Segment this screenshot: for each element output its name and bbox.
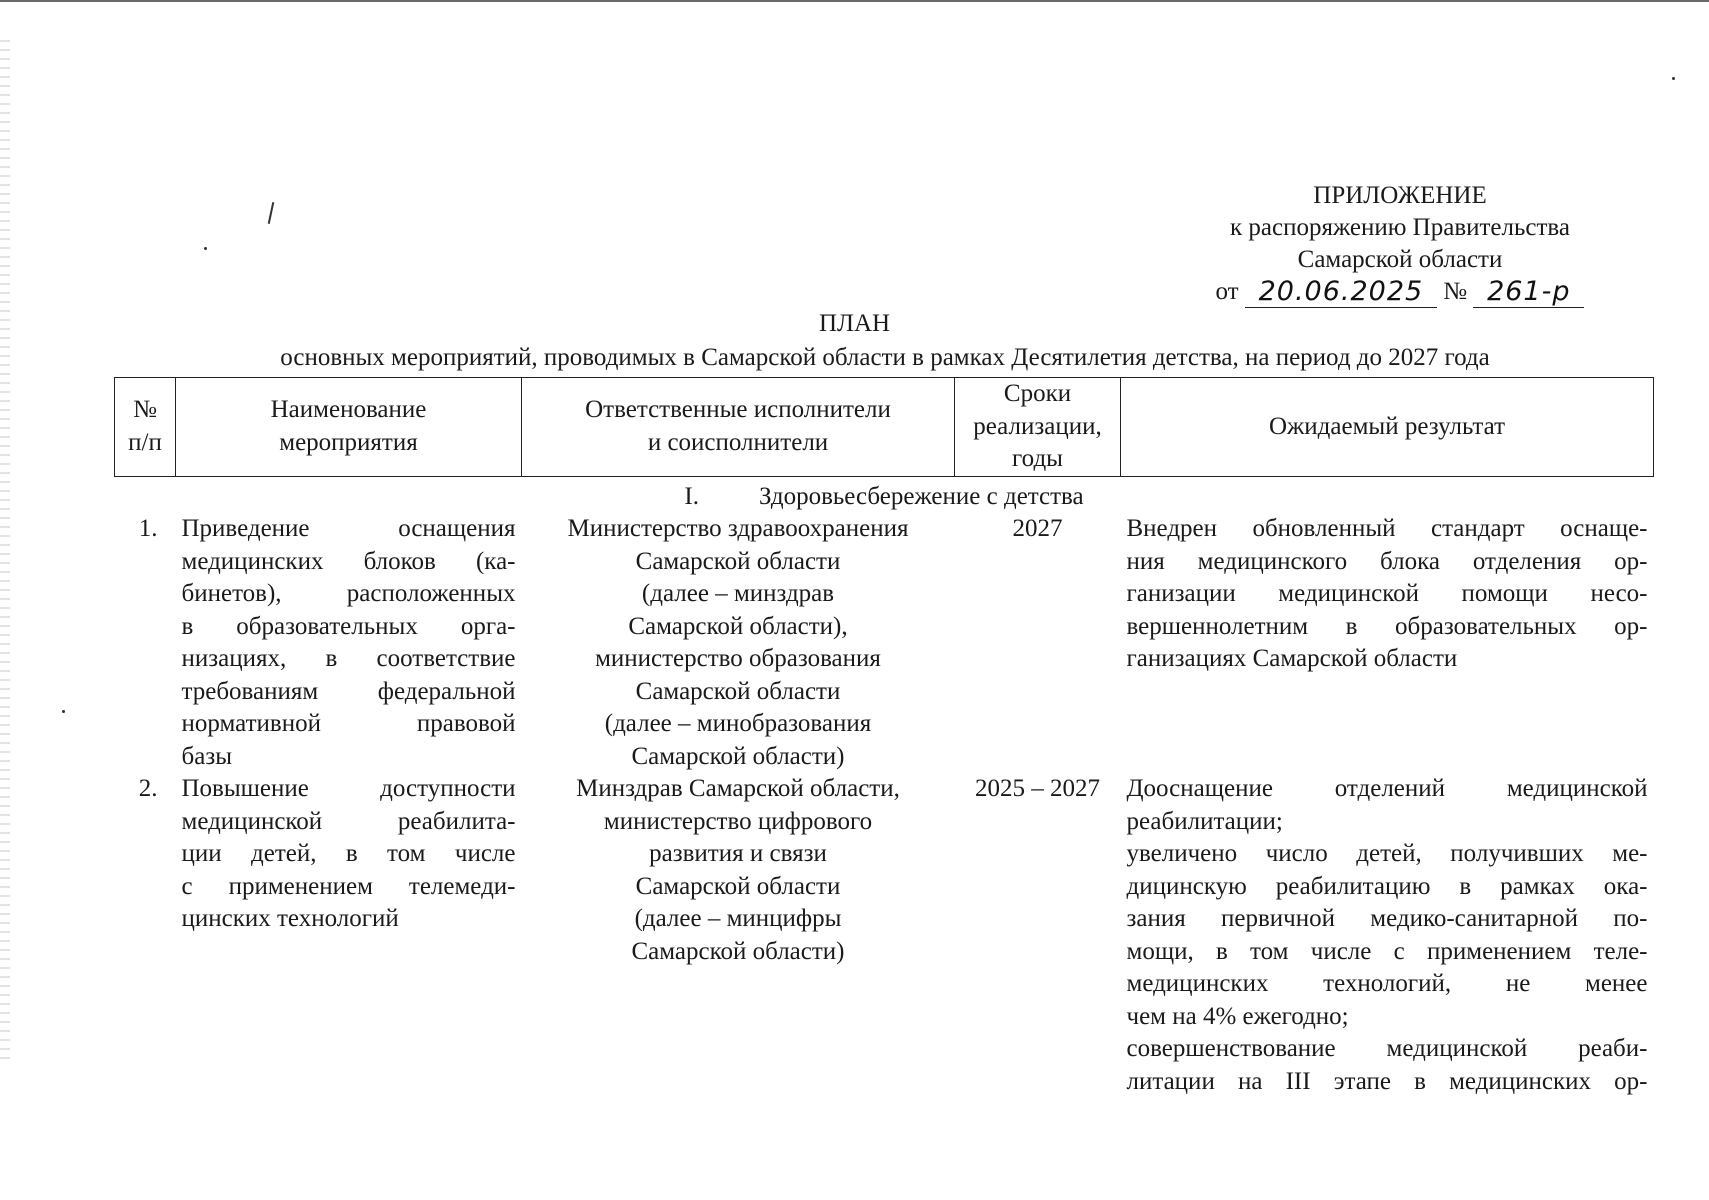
- plan-table: [114, 377, 1654, 1098]
- handwritten-number: 261-р: [1473, 277, 1584, 308]
- row-number: 1.: [138, 515, 158, 542]
- row-result: Дооснащение отделений медицинской реабилитации; увеличено число детей, получивших ме- дицинскую реабилитацию в рамках ока- зания первичной медико-санитарной по- мощи, в том числе с применением теле- медицинских технологий, не менее чем на 4% ежегодно; совершенствование медицинской реаби- литации на III этапе в медицинских ор-: [1126, 775, 1648, 1095]
- section-title: Здоровьесбережение с детства: [758, 482, 1084, 510]
- header-years: Сроки реализации, годы: [955, 378, 1121, 477]
- row-name: Приведение оснащения медицинских блоков (ка- бинетов), расположенных в образовательных орга- низациях, в соответствие требованиям федеральной нормативной правовой базы: [181, 515, 516, 770]
- appendix-title: ПРИЛОЖЕНИЕ: [1313, 182, 1487, 209]
- table-row: [115, 773, 1654, 1098]
- section-number: I.: [684, 482, 699, 510]
- document-title: ПЛАН: [818, 310, 891, 337]
- table-header-row: [115, 378, 1654, 477]
- number-prefix: №: [1443, 278, 1468, 305]
- row-number: 2.: [138, 775, 158, 802]
- appendix-date-number: [1180, 276, 1620, 308]
- appendix-line-1: к распоряжению Правительства: [1229, 214, 1570, 241]
- scan-edge: [0, 0, 1709, 2]
- section-row: [115, 476, 1654, 513]
- stray-pen-mark: [268, 202, 275, 224]
- appendix-line-2: Самарской области: [1297, 246, 1503, 273]
- date-prefix: от: [1215, 278, 1239, 305]
- header-number: № п/п: [115, 378, 176, 477]
- header-result: Ожидаемый результат: [1121, 378, 1654, 477]
- table-row: [115, 513, 1654, 773]
- row-executors: Минздрав Самарской области, министерство цифрового развития и связи Самарской области (далее – минцифры Самарской области): [576, 775, 900, 965]
- header-name: Наименование мероприятия: [176, 378, 522, 477]
- row-executors: Министерство здравоохранения Самарской области (далее – минздрав Самарской области), министерство образования Самарской области (далее – минобразования Самарской области): [567, 515, 909, 770]
- scan-speck: [62, 710, 65, 713]
- document-subtitle: основных мероприятий, проводимых в Самарской области в рамках Десятилетия детства, на период до 2027 года: [280, 344, 1490, 371]
- appendix-block: [1180, 180, 1620, 308]
- section-heading: [115, 476, 1654, 513]
- scan-speck: [204, 247, 207, 250]
- row-name: Повышение доступности медицинской реабилита- ции детей, в том числе с применением телемеди- цинских технологий: [181, 775, 516, 932]
- handwritten-date: 20.06.2025: [1245, 277, 1438, 308]
- scan-margin-noise: [0, 40, 10, 1060]
- scan-speck: [1672, 77, 1675, 80]
- row-years: 2027: [1012, 515, 1063, 542]
- row-years: 2025 – 2027: [975, 775, 1100, 802]
- header-executors: Ответственные исполнители и соисполнители: [522, 378, 955, 477]
- row-result: Внедрен обновленный стандарт оснаще- ния медицинского блока отделения ор- ганизации медицинской помощи несо- вершеннолетним в образовательных ор- ганизациях Самарской области: [1126, 515, 1648, 672]
